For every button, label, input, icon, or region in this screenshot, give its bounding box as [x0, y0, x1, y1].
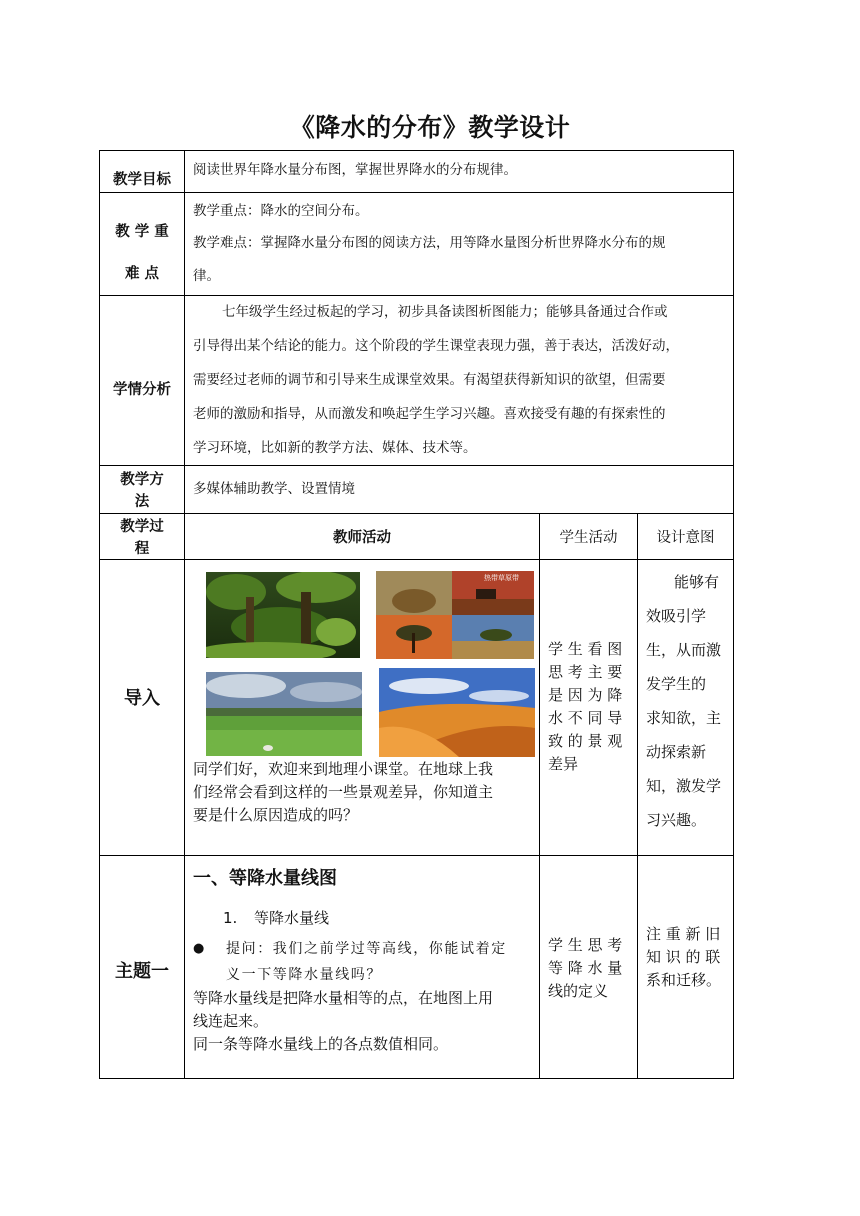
key-points-label-line1: 教 学 重	[115, 224, 169, 240]
intro-student-line: 思 考 主 要	[548, 663, 623, 681]
intro-teacher-line: 们经常会看到这样的一些景观差异，你知道主	[193, 783, 494, 801]
intro-intent-line: 生，从而激	[646, 641, 722, 659]
topic1-intent-line: 系和迁移。	[646, 971, 722, 989]
topic1-sub-heading: 等降水量线	[254, 909, 330, 927]
design-intent-header: 设计意图	[656, 530, 715, 546]
intro-label: 导入	[124, 688, 160, 709]
topic1-intent-line: 注 重 新 旧	[646, 925, 721, 943]
intro-student-line: 致 的 景 观	[548, 732, 623, 750]
topic1-definition-line3: 同一条等降水量线上的各点数值相同。	[193, 1035, 449, 1053]
goal-content: 阅读世界年降水量分布图，掌握世界降水的分布规律。	[193, 162, 517, 178]
key-points-label-line2: 难 点	[124, 266, 160, 282]
intro-intent-line: 能够有	[674, 573, 720, 591]
topic1-heading: 一、等降水量线图	[193, 868, 337, 889]
intro-intent-line: 动探索新	[646, 743, 707, 761]
intro-student-line: 学 生 看 图	[548, 640, 623, 658]
key-difficulty-line1: 教学难点：掌握降水量分布图的阅读方法，用等降水量图分析世界降水分布的规	[193, 235, 666, 251]
topic1-student-line: 学 生 思 考	[548, 936, 623, 954]
method-content: 多媒体辅助教学、设置情境	[193, 481, 355, 497]
photo-overlay-caption: 热带草原带	[484, 574, 519, 582]
goal-label: 教学目标	[113, 172, 171, 188]
key-focus: 教学重点：降水的空间分布。	[193, 203, 369, 219]
document-title: 《降水的分布》教学设计	[289, 113, 571, 142]
savanna-collage-photo	[376, 571, 534, 659]
process-label-line1: 教学过	[120, 519, 164, 535]
topic1-intent-line: 知 识 的 联	[646, 948, 721, 966]
intro-intent-line: 发学生的	[646, 675, 707, 693]
analysis-line: 七年级学生经过板起的学习，初步具备读图析图能力；能够具备通过合作或	[222, 304, 668, 320]
topic1-sub-number: 1.	[223, 909, 238, 927]
process-label-line2: 程	[134, 541, 150, 557]
method-label-line2: 法	[134, 494, 150, 510]
intro-student-line: 水 不 同 导	[548, 709, 623, 727]
intro-intent-line: 求知欲，主	[646, 709, 722, 727]
bullet-icon: ●	[193, 941, 205, 956]
teacher-activity-header: 教师活动	[333, 530, 391, 546]
grassland-photo	[206, 672, 362, 756]
student-analysis-label: 学情分析	[113, 382, 171, 398]
topic1-student-line: 线的定义	[548, 982, 609, 1000]
intro-intent-line: 效吸引学	[646, 607, 707, 625]
topic1-student-line: 等 降 水 量	[548, 959, 623, 977]
intro-student-line: 差异	[548, 755, 579, 773]
topic1-label: 主题一	[115, 961, 169, 982]
analysis-line: 需要经过老师的调节和引导来生成课堂效果。有渴望获得新知识的欲望，但需要	[193, 372, 666, 388]
intro-student-line: 是 因 为 降	[548, 686, 623, 704]
topic1-definition-line1: 等降水量线是把降水量相等的点，在地图上用	[193, 989, 494, 1007]
intro-intent-line: 习兴趣。	[646, 811, 707, 829]
desert-photo	[379, 668, 535, 757]
topic1-question-line1: 提问：我们之前学过等高线，你能试着定	[226, 941, 507, 957]
student-activity-header: 学生活动	[559, 530, 618, 546]
intro-teacher-line: 同学们好，欢迎来到地理小课堂。在地球上我	[193, 760, 494, 778]
intro-teacher-line: 要是什么原因造成的吗？	[193, 806, 359, 824]
analysis-line: 学习环境，比如新的教学方法、媒体、技术等。	[193, 440, 477, 456]
topic1-question-line2: 义一下等降水量线吗？	[226, 967, 382, 983]
method-label-line1: 教学方	[120, 472, 164, 488]
intro-intent-line: 知，激发学	[646, 777, 722, 795]
analysis-line: 引导得出某个结论的能力。这个阶段的学生课堂表现力强，善于表达，活泼好动，	[193, 338, 679, 354]
key-difficulty-line2: 律。	[193, 268, 220, 284]
forest-photo	[206, 572, 360, 658]
analysis-line: 老师的激励和指导，从而激发和唤起学生学习兴趣。喜欢接受有趣的有探索性的	[193, 406, 666, 422]
topic1-definition-line2: 线连起来。	[193, 1012, 269, 1030]
